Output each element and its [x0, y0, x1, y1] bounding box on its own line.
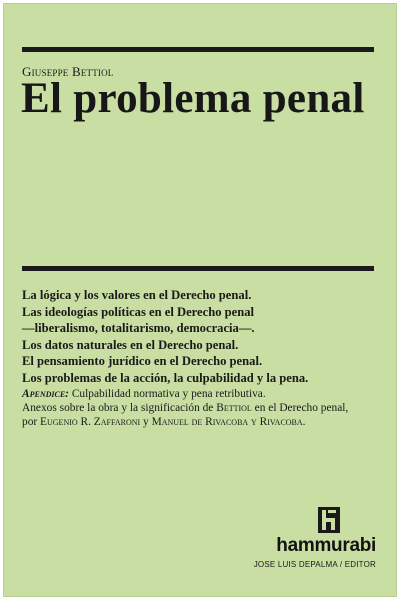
book-title: El problema penal — [21, 75, 365, 122]
contents-item: —liberalismo, totalitarismo, democracia—. — [22, 321, 255, 336]
appendix-subject-name: Bettiol — [216, 401, 252, 414]
appendix-text-3a: por — [22, 415, 41, 428]
contents-item: El pensamiento jurídico en el Derecho penal. — [22, 354, 263, 369]
appendix-text-1: Culpabilidad normativa y pena retributiva. — [71, 388, 266, 400]
appendix-text-2a: Anexos sobre la obra y la significación de — [22, 401, 217, 414]
contents-item: Las ideologías políticas en el Derecho penal — [22, 304, 255, 319]
appendix-block — [22, 388, 380, 429]
publisher-subtitle: JOSE LUIS DEPALMA / EDITOR — [253, 560, 376, 569]
appendix-label: Apendice: — [22, 388, 69, 400]
book-cover — [3, 3, 397, 597]
appendix-text-2b: en el Derecho penal, — [251, 401, 349, 414]
top-rule — [22, 47, 374, 52]
contents-item: Los datos naturales en el Derecho penal. — [22, 337, 239, 352]
middle-rule — [22, 266, 374, 271]
appendix-author-1: Eugenio R. Zaffaroni — [40, 415, 141, 428]
appendix-author-2: Manuel de Rivacoba y Rivacoba — [151, 415, 303, 428]
appendix-text-3c: . — [302, 415, 306, 428]
appendix-line-2 — [22, 402, 380, 416]
appendix-text-3b: y — [140, 415, 152, 428]
author-name: Giuseppe Bettiol — [22, 64, 114, 79]
appendix-line-3 — [22, 416, 380, 430]
publisher-logo-icon — [318, 507, 340, 533]
appendix-line-1 — [22, 388, 380, 402]
contents-item: Los problemas de la acción, la culpabilidad y la pena. — [22, 370, 309, 385]
contents-item: La lógica y los valores en el Derecho penal. — [22, 288, 252, 302]
contents-list — [22, 287, 380, 387]
publisher-name: hammurabi — [276, 535, 376, 556]
